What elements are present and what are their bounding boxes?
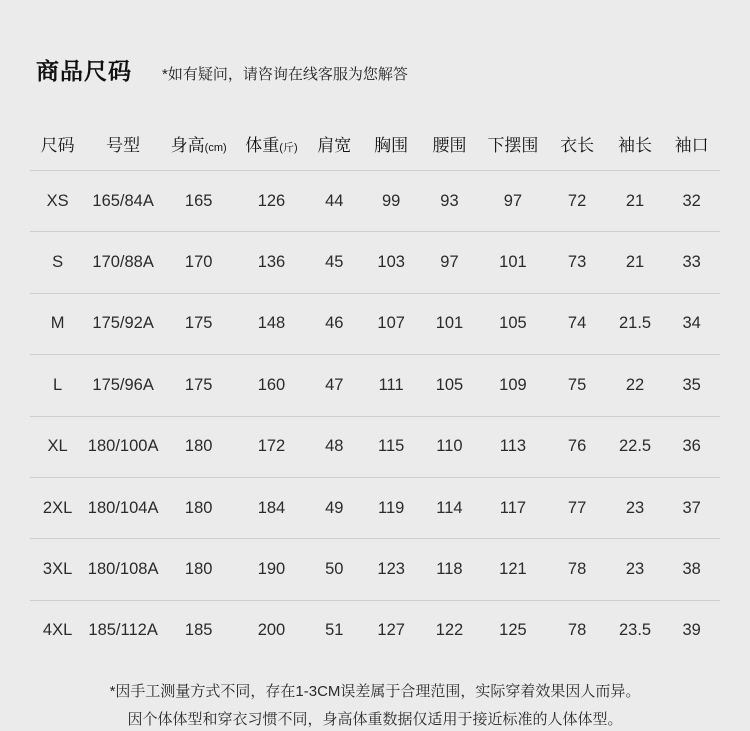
- column-label: 尺码: [40, 135, 75, 155]
- cell: 35: [682, 375, 701, 394]
- cell: 117: [499, 498, 527, 517]
- cell: 125: [499, 621, 527, 640]
- cell: 175: [184, 375, 213, 394]
- cell: 33: [682, 253, 701, 272]
- cell: 39: [682, 621, 701, 640]
- table-row-3xl: [30, 539, 720, 600]
- column-header-weight: [236, 116, 306, 171]
- cell: 21: [625, 253, 645, 272]
- column-header-cuff: [663, 116, 720, 171]
- cell: 185/112A: [88, 621, 158, 640]
- cell: 118: [436, 560, 463, 579]
- cell: 165/84A: [92, 191, 154, 210]
- cell: 113: [499, 437, 527, 456]
- cell: 127: [377, 621, 405, 640]
- cell: 44: [325, 191, 344, 210]
- cell: 170: [184, 253, 213, 272]
- cell: 180: [184, 560, 213, 579]
- cell: 101: [499, 253, 527, 272]
- cell: 46: [325, 314, 344, 333]
- cell: 50: [325, 560, 344, 579]
- cell: M: [50, 314, 65, 333]
- column-unit: (cm): [204, 141, 227, 154]
- cell: 180: [184, 437, 213, 456]
- cell: 73: [567, 253, 587, 272]
- cell: 107: [377, 314, 405, 333]
- cell: 51: [325, 621, 344, 640]
- cell: 175: [184, 314, 213, 333]
- cell: 74: [567, 314, 587, 333]
- cell: 180: [184, 498, 213, 517]
- column-label: 袖口: [674, 135, 709, 155]
- column-header-chest: [362, 116, 421, 171]
- cell: 105: [499, 314, 527, 333]
- cell: 148: [257, 314, 286, 333]
- cell: 21.5: [618, 314, 652, 333]
- table-row-4xl: [30, 600, 720, 661]
- cell: 78: [567, 621, 587, 640]
- cell: 99: [381, 191, 401, 210]
- cell: L: [53, 375, 63, 394]
- cell: 21: [625, 191, 645, 210]
- cell: 47: [325, 375, 344, 394]
- cell: 170/88A: [92, 253, 154, 272]
- cell: 180/108A: [87, 560, 159, 579]
- column-label: 衣长: [560, 135, 595, 155]
- cell: 190: [257, 560, 286, 579]
- table-row-s: [30, 232, 720, 293]
- cell: 75: [567, 375, 587, 394]
- column-label: 肩宽: [317, 135, 352, 155]
- cell: 3XL: [42, 560, 73, 579]
- cell: 37: [682, 498, 701, 517]
- cell: 119: [378, 498, 405, 517]
- cell: 175/92A: [92, 314, 154, 333]
- cell: 45: [325, 253, 344, 272]
- table-row-2xl: [30, 477, 720, 538]
- cell: 185: [184, 621, 213, 640]
- cell: 32: [682, 191, 701, 210]
- cell: 36: [682, 437, 701, 456]
- cell: 34: [682, 314, 701, 333]
- cell: 121: [499, 560, 527, 579]
- column-header-hem: [478, 116, 547, 171]
- cell: 72: [567, 191, 587, 210]
- cell: 105: [435, 375, 464, 394]
- cell: 111: [378, 375, 404, 394]
- column-label: 腰围: [432, 135, 467, 155]
- cell: 114: [436, 498, 463, 517]
- table-header-row: [30, 116, 720, 171]
- cell: 49: [325, 498, 344, 517]
- column-header-height: [161, 116, 236, 171]
- page-title: 商品尺码: [36, 58, 132, 84]
- column-header-size: [30, 116, 85, 171]
- column-label: 号型: [106, 135, 141, 155]
- cell: 122: [435, 621, 464, 640]
- column-label: 胸围: [374, 135, 409, 155]
- cell: 23.5: [618, 621, 652, 640]
- cell: 2XL: [42, 498, 73, 517]
- cell: 22: [625, 375, 645, 394]
- cell: 160: [257, 375, 286, 394]
- cell: 77: [567, 498, 587, 517]
- cell: 200: [257, 621, 286, 640]
- cell: 97: [503, 191, 523, 210]
- cell: 109: [499, 375, 527, 394]
- header-note: *如有疑问，请咨询在线客服为您解答: [162, 66, 408, 83]
- table-row-m: [30, 293, 720, 354]
- column-label: 体重: [245, 135, 280, 155]
- cell: 180/100A: [87, 437, 159, 456]
- cell: 23: [625, 498, 645, 517]
- cell: 38: [682, 560, 701, 579]
- cell: 115: [378, 437, 405, 456]
- cell: 175/96A: [92, 375, 154, 394]
- cell: 4XL: [42, 621, 73, 640]
- cell: 97: [440, 253, 459, 272]
- cell: XL: [47, 437, 68, 456]
- cell: 126: [257, 191, 286, 210]
- header: [0, 0, 750, 85]
- column-unit: (斤): [279, 141, 298, 154]
- size-table: [30, 116, 720, 661]
- cell: 180/104A: [87, 498, 159, 517]
- column-header-sleeve-length: [607, 116, 664, 171]
- cell: 78: [567, 560, 587, 579]
- footnote-line-1: *因手工测量方式不同，存在1-3CM误差属于合理范围，实际穿着效果因人而异。: [109, 683, 641, 701]
- cell: 76: [567, 437, 587, 456]
- column-header-model: [85, 116, 161, 171]
- cell: 101: [435, 314, 464, 333]
- cell: 22.5: [618, 437, 652, 456]
- table-row-xl: [30, 416, 720, 477]
- cell: 23: [625, 560, 645, 579]
- cell: 103: [377, 253, 405, 272]
- cell: 93: [440, 191, 459, 210]
- cell: 110: [436, 437, 463, 456]
- footnote-line-2: 因个体体型和穿衣习惯不同，身高体重数据仅适用于接近标准的人体体型。: [127, 711, 623, 729]
- column-header-waist: [420, 116, 478, 171]
- cell: 165: [184, 191, 213, 210]
- cell: 172: [257, 437, 286, 456]
- column-label: 下摆围: [487, 135, 539, 155]
- cell: XS: [46, 191, 69, 210]
- cell: 123: [377, 560, 405, 579]
- footnotes: [0, 661, 750, 731]
- cell: S: [52, 253, 64, 272]
- cell: 48: [325, 437, 344, 456]
- column-label: 袖长: [618, 135, 653, 155]
- column-header-length: [547, 116, 606, 171]
- table-row-l: [30, 355, 720, 416]
- column-header-shoulder: [307, 116, 362, 171]
- cell: 136: [257, 253, 286, 272]
- column-label: 身高: [170, 135, 205, 155]
- cell: 184: [257, 498, 286, 517]
- table-row-xs: [30, 171, 720, 232]
